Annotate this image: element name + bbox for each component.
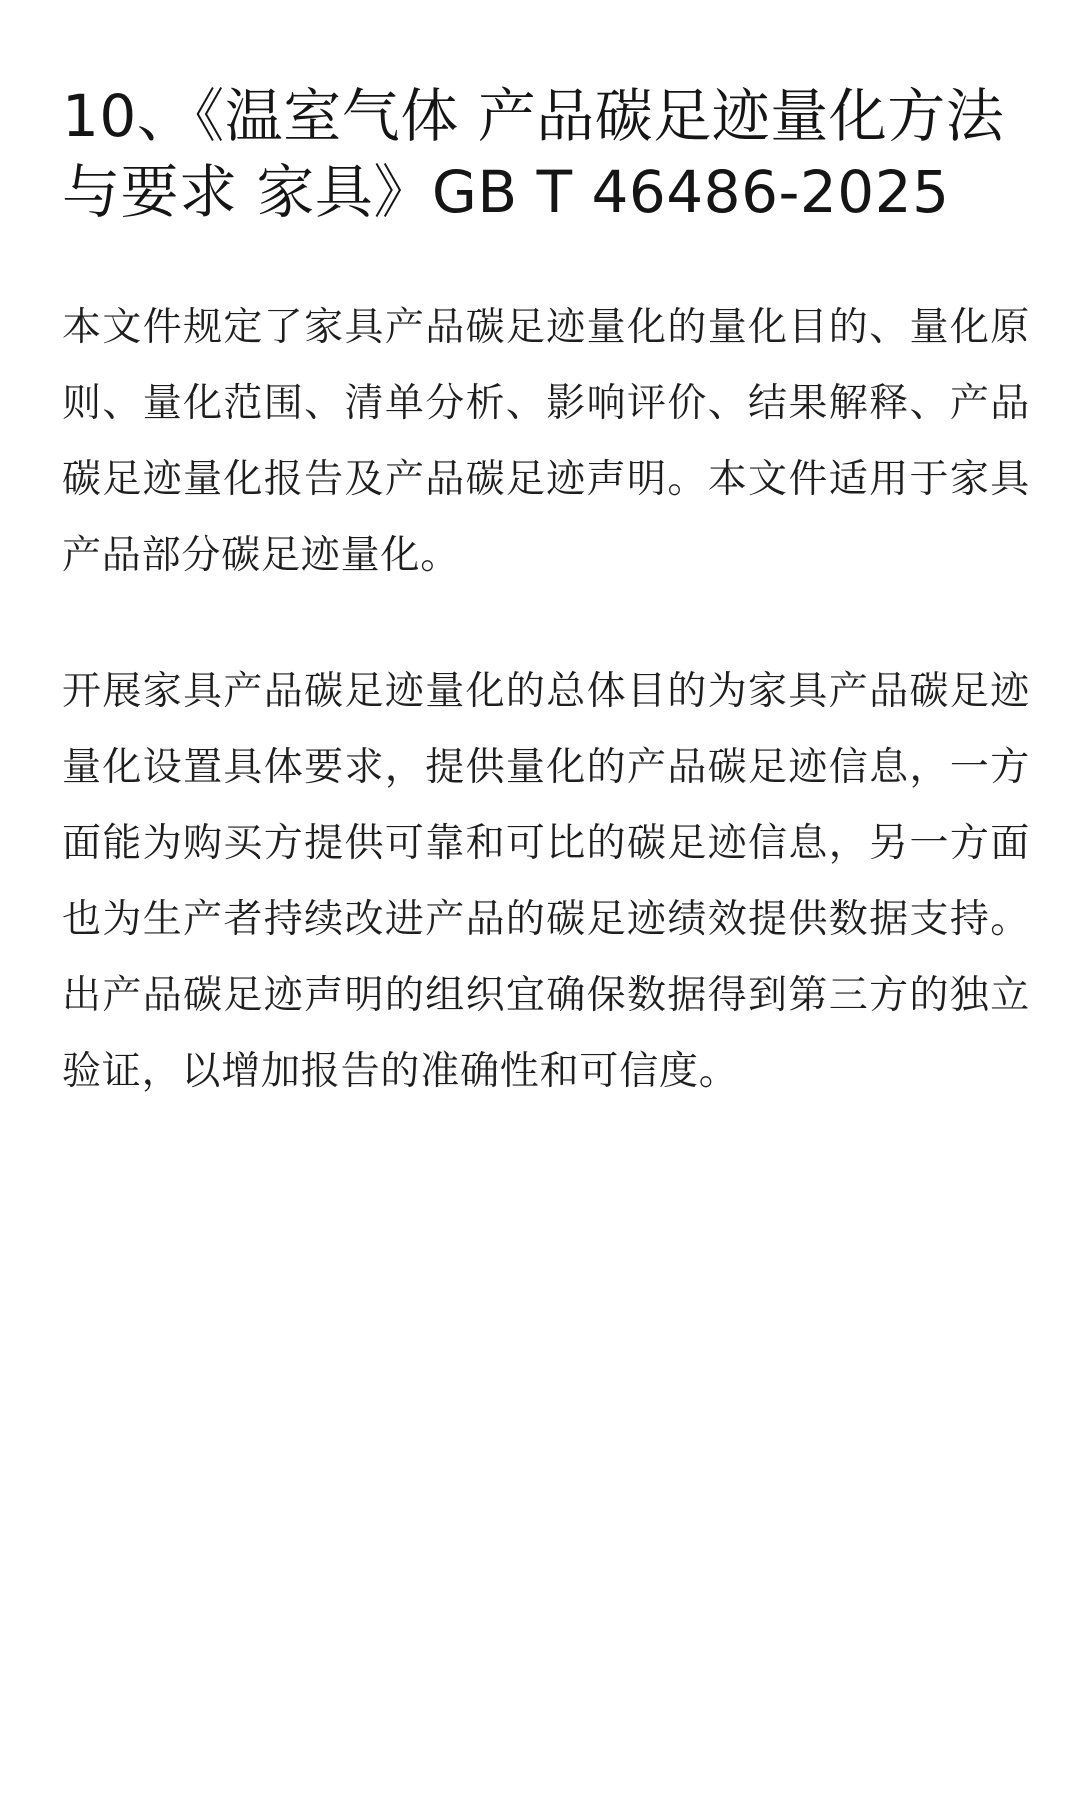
- paragraph-scope: 本文件规定了家具产品碳足迹量化的量化目的、量化原则、量化范围、清单分析、影响评价、结果解释、产品碳足迹量化报告及产品碳足迹声明。本文件适用于家具产品部分碳足迹量化。: [62, 305, 1030, 578]
- article-body: [62, 78, 1030, 1110]
- article-title: 10、《温室气体 产品碳足迹量化方法与要求 家具》GB T 46486-2025: [62, 82, 1005, 226]
- paragraph-purpose: 开展家具产品碳足迹量化的总体目的为家具产品碳足迹量化设置具体要求，提供量化的产品碳足迹信息，一方面能为购买方提供可靠和可比的碳足迹信息，另一方面也为生产者持续改进产品的碳足迹绩效提供数据支持。出产品碳足迹声明的组织宜确保数据得到第三方的独立验证，以增加报告的准确性和可信度。: [62, 669, 1030, 1094]
